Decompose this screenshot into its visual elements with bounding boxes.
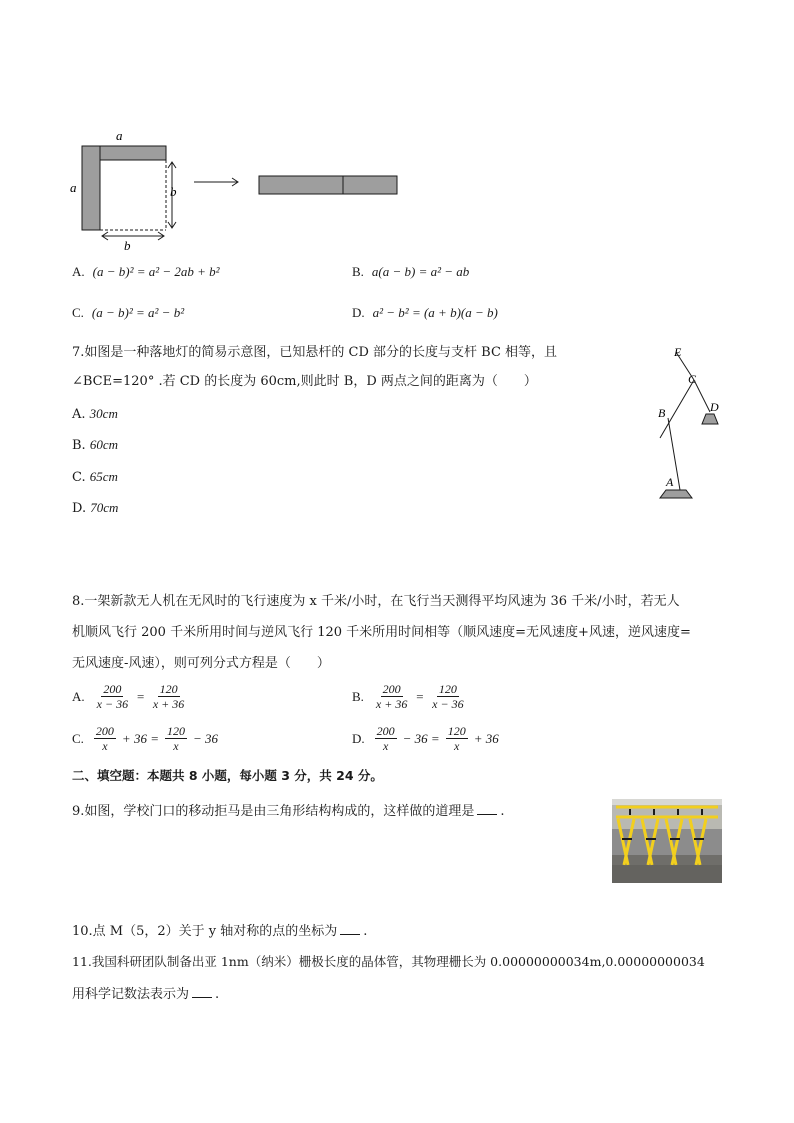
q7-stem-line2: ∠BCE=120° .若 CD 的长度为 60cm,则此时 B，D 两点之间的距离为（ ） <box>72 374 537 389</box>
option-value: 65cm <box>89 469 118 484</box>
equals-sign: = <box>415 688 425 704</box>
label-b-right: b <box>170 184 177 199</box>
fraction: $\frac{120}{x}$ <box>166 724 185 753</box>
q9-stem <box>72 802 505 821</box>
option-label: D. <box>352 730 365 746</box>
lamp-label-b: B <box>658 406 666 420</box>
q6-option-c[interactable] <box>72 305 184 321</box>
q8-stem-line1: 8.一架新款无人机在无风时的飞行速度为 x 千米/小时，在飞行当天测得平均风速为 36 千米/小时，若无人 <box>72 594 680 609</box>
fraction: $\frac{200}{x + 36}$ <box>375 682 408 711</box>
label-a-left: a <box>70 180 77 195</box>
q7-option-b[interactable] <box>72 436 118 455</box>
lamp-label-a: A <box>666 475 674 489</box>
q7-option-c[interactable] <box>72 468 118 487</box>
fraction: $\frac{120}{x + 36}$ <box>152 682 185 711</box>
option-label: C. <box>72 305 84 320</box>
q9-text: 9.如图，学校门口的移动拒马是由三角形结构构成的，这样做的道理是 <box>72 804 475 819</box>
q11-stem-line1: 11.我国科研团队制备出亚 1nm（纳米）栅极长度的晶体管，其物理栅长为 0.00000000034m,0.00000000034 <box>72 954 705 969</box>
fraction: $\frac{200}{x}$ <box>95 724 114 753</box>
fraction: $\frac{200}{x - 36}$ <box>96 682 129 711</box>
option-label: A. <box>72 688 85 704</box>
label-b-bottom: b <box>124 238 131 252</box>
q10-end: . <box>363 924 368 939</box>
q6-option-a[interactable] <box>72 264 220 280</box>
option-label: D. <box>352 305 365 320</box>
q8-option-c[interactable] <box>72 724 218 753</box>
fraction: $\frac{200}{x}$ <box>376 724 395 753</box>
q6-option-b[interactable] <box>352 264 469 280</box>
q8-option-b[interactable] <box>352 682 468 711</box>
answer-blank[interactable] <box>192 985 212 998</box>
q8-option-a[interactable] <box>72 682 188 711</box>
lamp-label-e: E <box>674 345 682 359</box>
q8-option-d[interactable] <box>352 724 499 753</box>
operator-text: − 36 = <box>402 730 440 746</box>
fraction: $\frac{120}{x}$ <box>447 724 466 753</box>
option-expr: (a − b)² = a² − 2ab + b² <box>92 264 220 279</box>
option-expr: a² − b² = (a + b)(a − b) <box>372 305 498 320</box>
option-value: 70cm <box>90 500 119 515</box>
label-a-top: a <box>116 128 123 143</box>
option-label: C. <box>72 730 84 746</box>
q7-option-d[interactable] <box>72 499 118 518</box>
option-expr: a(a − b) = a² − ab <box>371 264 470 279</box>
option-label: A. <box>72 407 86 422</box>
section-heading: 二、填空题：本题共 8 小题，每小题 3 分，共 24 分。 <box>72 768 383 783</box>
q11-text: 用科学记数法表示为 <box>72 987 190 1002</box>
option-label: D. <box>72 501 87 516</box>
option-label: B. <box>352 688 364 704</box>
q7-stem-line1: 7.如图是一种落地灯的简易示意图，已知悬杆的 CD 部分的长度与支杆 BC 相等，且 <box>72 345 558 360</box>
operator-text: + 36 <box>473 730 499 746</box>
equals-sign: = <box>136 688 145 704</box>
option-expr: (a − b)² = a² − b² <box>91 305 185 320</box>
q9-end: . <box>500 804 505 819</box>
q10-stem <box>72 922 367 941</box>
option-label: B. <box>72 438 86 453</box>
operator-text: + 36 = <box>121 730 159 746</box>
fraction: $\frac{120}{x - 36}$ <box>432 682 464 711</box>
option-label: C. <box>72 470 86 485</box>
q8-stem-line2: 机顺风飞行 200 千米所用时间与逆风飞行 120 千米所用时间相等（顺风速度=无风速度+风速，逆风速度= <box>72 625 691 640</box>
option-label: A. <box>72 264 85 279</box>
answer-blank[interactable] <box>340 922 360 935</box>
q11-stem-line2 <box>72 985 219 1004</box>
q7-option-a[interactable] <box>72 405 118 424</box>
q11-end: . <box>215 987 220 1002</box>
q10-text: 10.点 M（5，2）关于 y 轴对称的点的坐标为 <box>72 924 338 939</box>
q6-figure <box>60 122 420 252</box>
q8-stem-line3: 无风速度-风速），则可列分式方程是（ ） <box>72 656 330 671</box>
option-label: B. <box>352 264 364 279</box>
option-value: 60cm <box>89 437 118 452</box>
q7-lamp-figure <box>648 340 738 510</box>
lamp-label-c: C <box>688 372 697 386</box>
q6-option-d[interactable] <box>352 305 498 321</box>
operator-text: − 36 <box>192 730 218 746</box>
lamp-label-d: D <box>710 400 719 414</box>
option-value: 30cm <box>89 406 118 421</box>
barricade-photo <box>612 799 722 883</box>
answer-blank[interactable] <box>477 802 497 815</box>
